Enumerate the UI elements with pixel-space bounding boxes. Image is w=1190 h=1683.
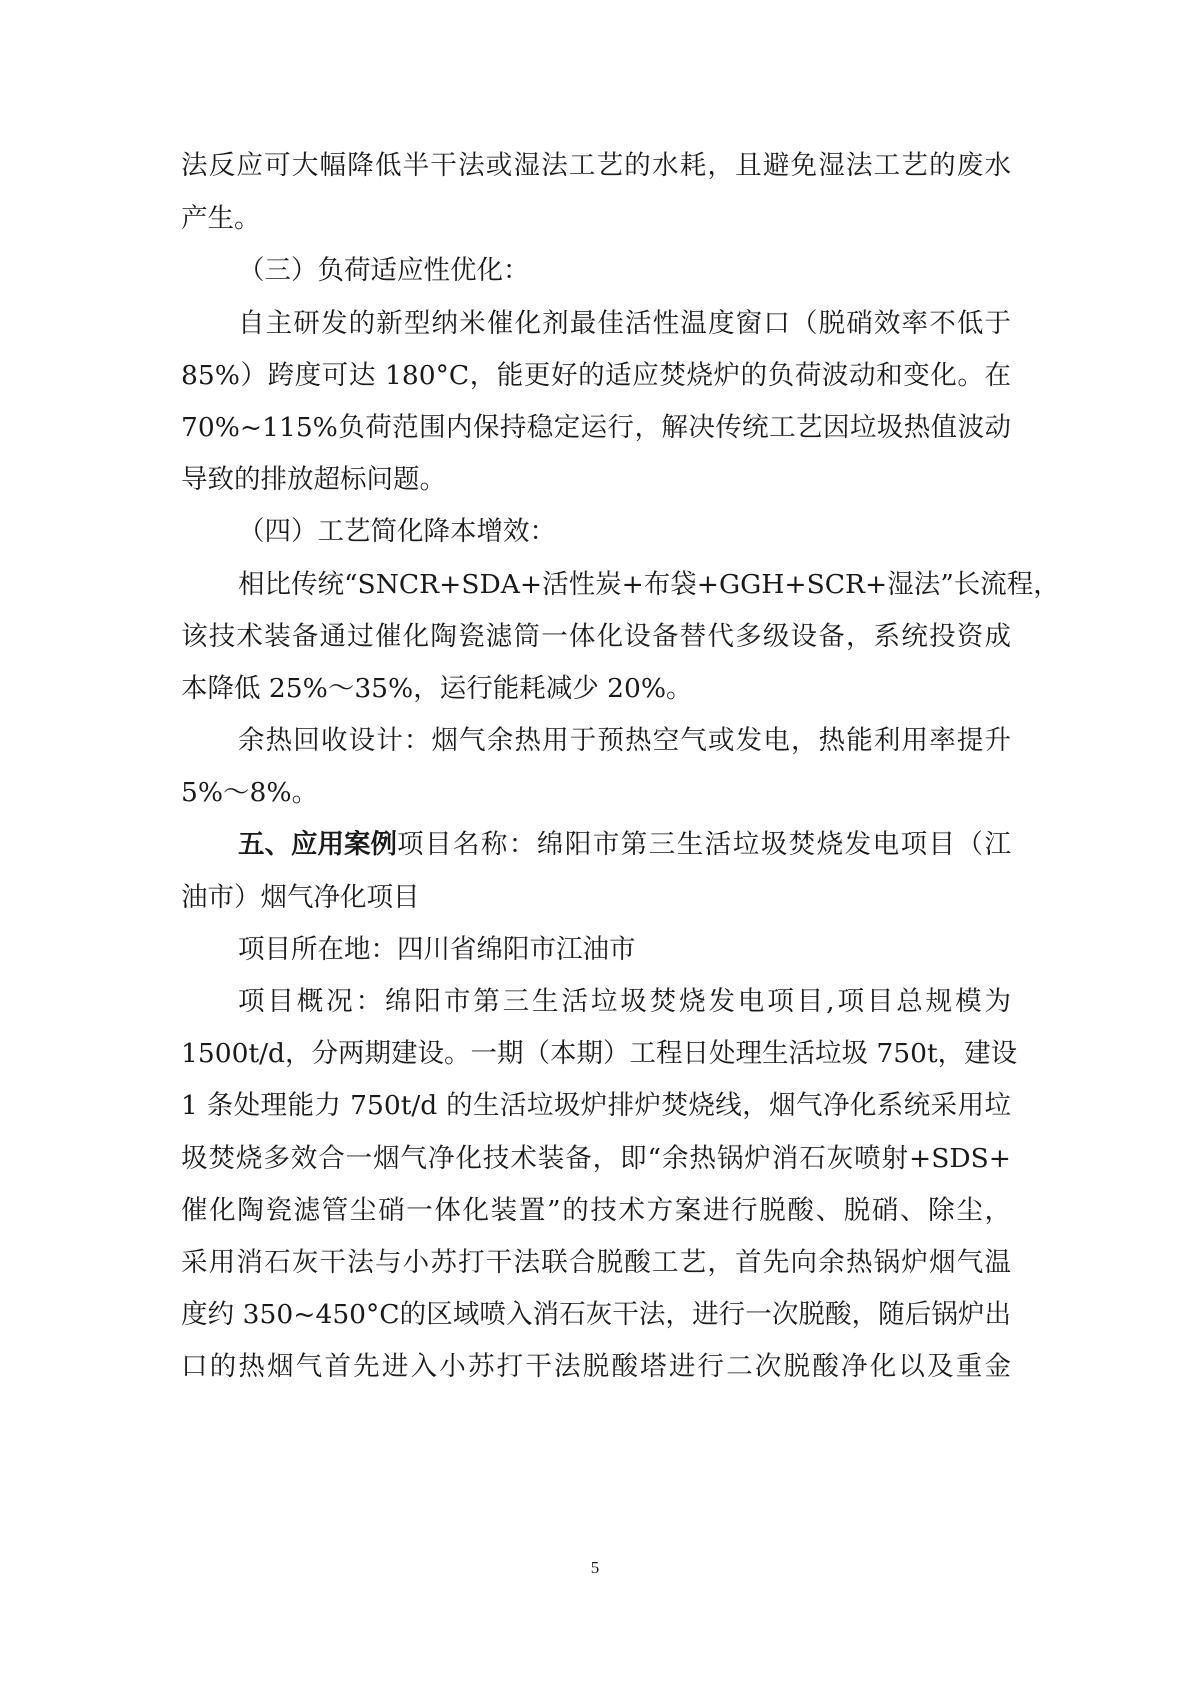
paragraph-line: 项目所在地：四川省绵阳市江油市 — [238, 934, 636, 965]
paragraph-line: 1 条处理能力 750t/d 的生活垃圾炉排炉焚烧线，烟气净化系统采用垃 — [181, 1090, 1011, 1121]
paragraph-line: 1500t/d，分两期建设。一期（本期）工程日处理生活垃圾 750t，建设 — [181, 1038, 1018, 1069]
paragraph-line: 自主研发的新型纳米催化剂最佳活性温度窗口（脱硝效率不低于 — [238, 308, 1011, 339]
paragraph-line: 85%）跨度可达 180°C，能更好的适应焚烧炉的负荷波动和变化。在 — [181, 360, 1011, 391]
paragraph-line: 口的热烟气首先进入小苏打干法脱酸塔进行二次脱酸净化以及重金 — [181, 1351, 1011, 1382]
paragraph-line: 采用消石灰干法与小苏打干法联合脱酸工艺，首先向余热锅炉烟气温 — [181, 1247, 1011, 1278]
subsection-heading: （三）负荷适应性优化： — [238, 255, 530, 286]
paragraph-line: 导致的排放超标问题。 — [181, 464, 446, 495]
page-number: 5 — [590, 1558, 600, 1577]
paragraph-line: 油市）烟气净化项目 — [181, 882, 420, 913]
paragraph-line: 产生。 — [181, 203, 261, 234]
paragraph-line: 本降低 25%～35%，运行能耗减少 20%。 — [181, 673, 693, 704]
paragraph-line: 70%~115%负荷范围内保持稳定运行，解决传统工艺因垃圾热值波动 — [181, 412, 1011, 443]
paragraph-line: 度约 350~450°C的区域喷入消石灰干法，进行一次脱酸，随后锅炉出 — [181, 1299, 1011, 1330]
paragraph-line: 相比传统“SNCR+SDA+活性炭+布袋+GGH+SCR+湿法”长流程， — [238, 569, 1060, 600]
paragraph-line: 项目概况：绵阳市第三生活垃圾焚烧发电项目,项目总规模为 — [238, 986, 1011, 1017]
paragraph-line: 该技术装备通过催化陶瓷滤筒一体化设备替代多级设备，系统投资成 — [181, 621, 1011, 652]
paragraph-line: 余热回收设计：烟气余热用于预热空气或发电，热能利用率提升 — [238, 725, 1011, 756]
section-heading-line — [238, 825, 1011, 865]
subsection-heading: （四）工艺简化降本增效： — [238, 516, 556, 547]
paragraph-line: 5%～8%。 — [181, 777, 319, 808]
section-heading: 五、应用案例 — [238, 829, 397, 860]
paragraph-line: 法反应可大幅降低半干法或湿法工艺的水耗，且避免湿法工艺的废水 — [181, 150, 1011, 181]
paragraph-line: 圾焚烧多效合一烟气净化技术装备，即“余热锅炉消石灰喷射+SDS+ — [181, 1143, 1011, 1174]
project-name-label: 项目名称：绵阳市第三生活垃圾焚烧发电项目（江 — [397, 829, 1011, 860]
paragraph-line: 催化陶瓷滤管尘硝一体化装置”的技术方案进行脱酸、脱硝、除尘， — [181, 1195, 1011, 1226]
